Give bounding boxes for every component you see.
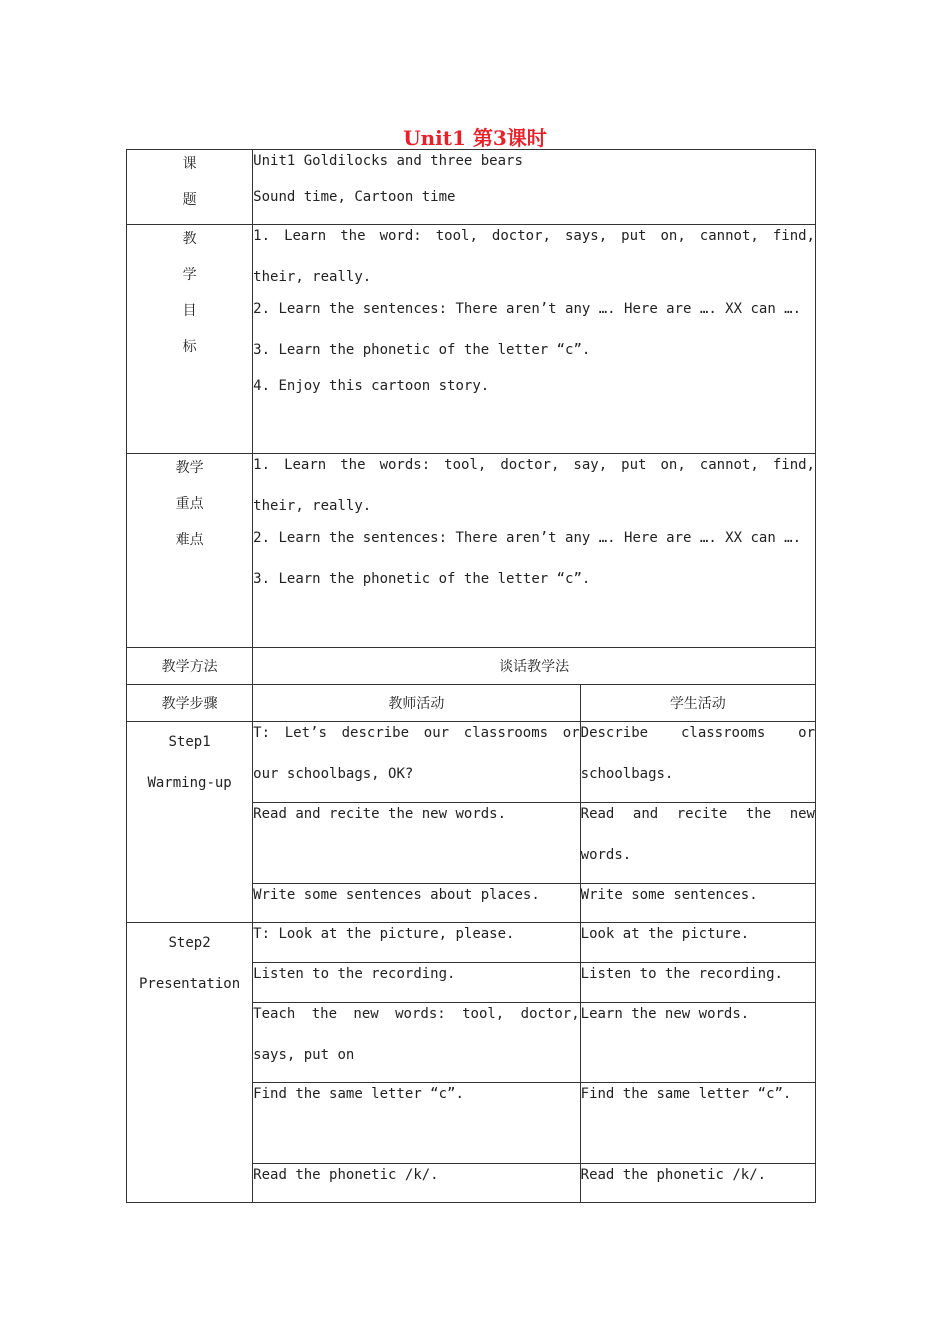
topic-line: Unit1 Goldilocks and three bears (253, 153, 523, 169)
page-title: Unit1 第3课时 (403, 126, 547, 150)
step-name: Step2 Presentation (127, 923, 253, 1203)
objective-item: 4. Enjoy this cartoon story. (253, 378, 490, 394)
key-point-item: 2. Learn the sentences: There aren’t any …. Here are …. XX can …. (253, 530, 802, 546)
teacher-activity: Find the same letter “c”. (253, 1083, 580, 1164)
objectives-list (253, 225, 816, 454)
teacher-activity: T: Let’s describe our classrooms or our schoolbags, OK? (253, 722, 580, 803)
topic-line: Sound time, Cartoon time (253, 189, 456, 205)
student-activity: Describe classrooms or schoolbags. (580, 722, 815, 803)
topic-label: 课 题 (127, 150, 253, 225)
key-points-row (127, 454, 816, 648)
student-activity: Write some sentences. (580, 884, 815, 923)
objective-item: 1. Learn the word: tool, doctor, says, put on, cannot, find, their, really. (253, 228, 815, 285)
student-activity: Read the phonetic /k/. (580, 1164, 815, 1203)
teacher-activity: Write some sentences about places. (253, 884, 580, 923)
teacher-activity: Read the phonetic /k/. (253, 1164, 580, 1203)
objective-item: 2. Learn the sentences: There aren’t any …. Here are …. XX can …. (253, 301, 802, 317)
student-activity: Listen to the recording. (580, 963, 815, 1003)
key-point-item: 1. Learn the words: tool, doctor, say, put on, cannot, find, their, really. (253, 457, 815, 514)
teacher-activity: Read and recite the new words. (253, 803, 580, 884)
student-activity: Learn the new words. (580, 1003, 815, 1083)
objectives-label: 教 学 目 标 (127, 225, 253, 454)
method-label: 教学方法 (127, 648, 253, 685)
objective-item: 3. Learn the phonetic of the letter “c”. (253, 342, 591, 358)
table-row (127, 923, 816, 963)
step-name: Step1 Warming-up (127, 722, 253, 923)
teacher-activity: Teach the new words: tool, doctor, says, put on (253, 1003, 580, 1083)
table-row (127, 722, 816, 803)
teacher-activity-header: 教师活动 (253, 685, 580, 722)
key-points-list (253, 454, 816, 648)
student-activity-header: 学生活动 (580, 685, 815, 722)
teacher-activity: Listen to the recording. (253, 963, 580, 1003)
objectives-row (127, 225, 816, 454)
topic-row (127, 150, 816, 225)
method-row (127, 648, 816, 685)
key-points-label: 教学 重点 难点 (127, 454, 253, 648)
method-value: 谈话教学法 (253, 648, 816, 685)
student-activity: Look at the picture. (580, 923, 815, 963)
student-activity: Read and recite the new words. (580, 803, 815, 884)
teacher-activity: T: Look at the picture, please. (253, 923, 580, 963)
topic-value (253, 150, 816, 225)
steps-header: 教学步骤 (127, 685, 253, 722)
key-point-item: 3. Learn the phonetic of the letter “c”. (253, 571, 591, 587)
student-activity: Find the same letter “c”. (580, 1083, 815, 1164)
lesson-plan-table (126, 149, 816, 1203)
